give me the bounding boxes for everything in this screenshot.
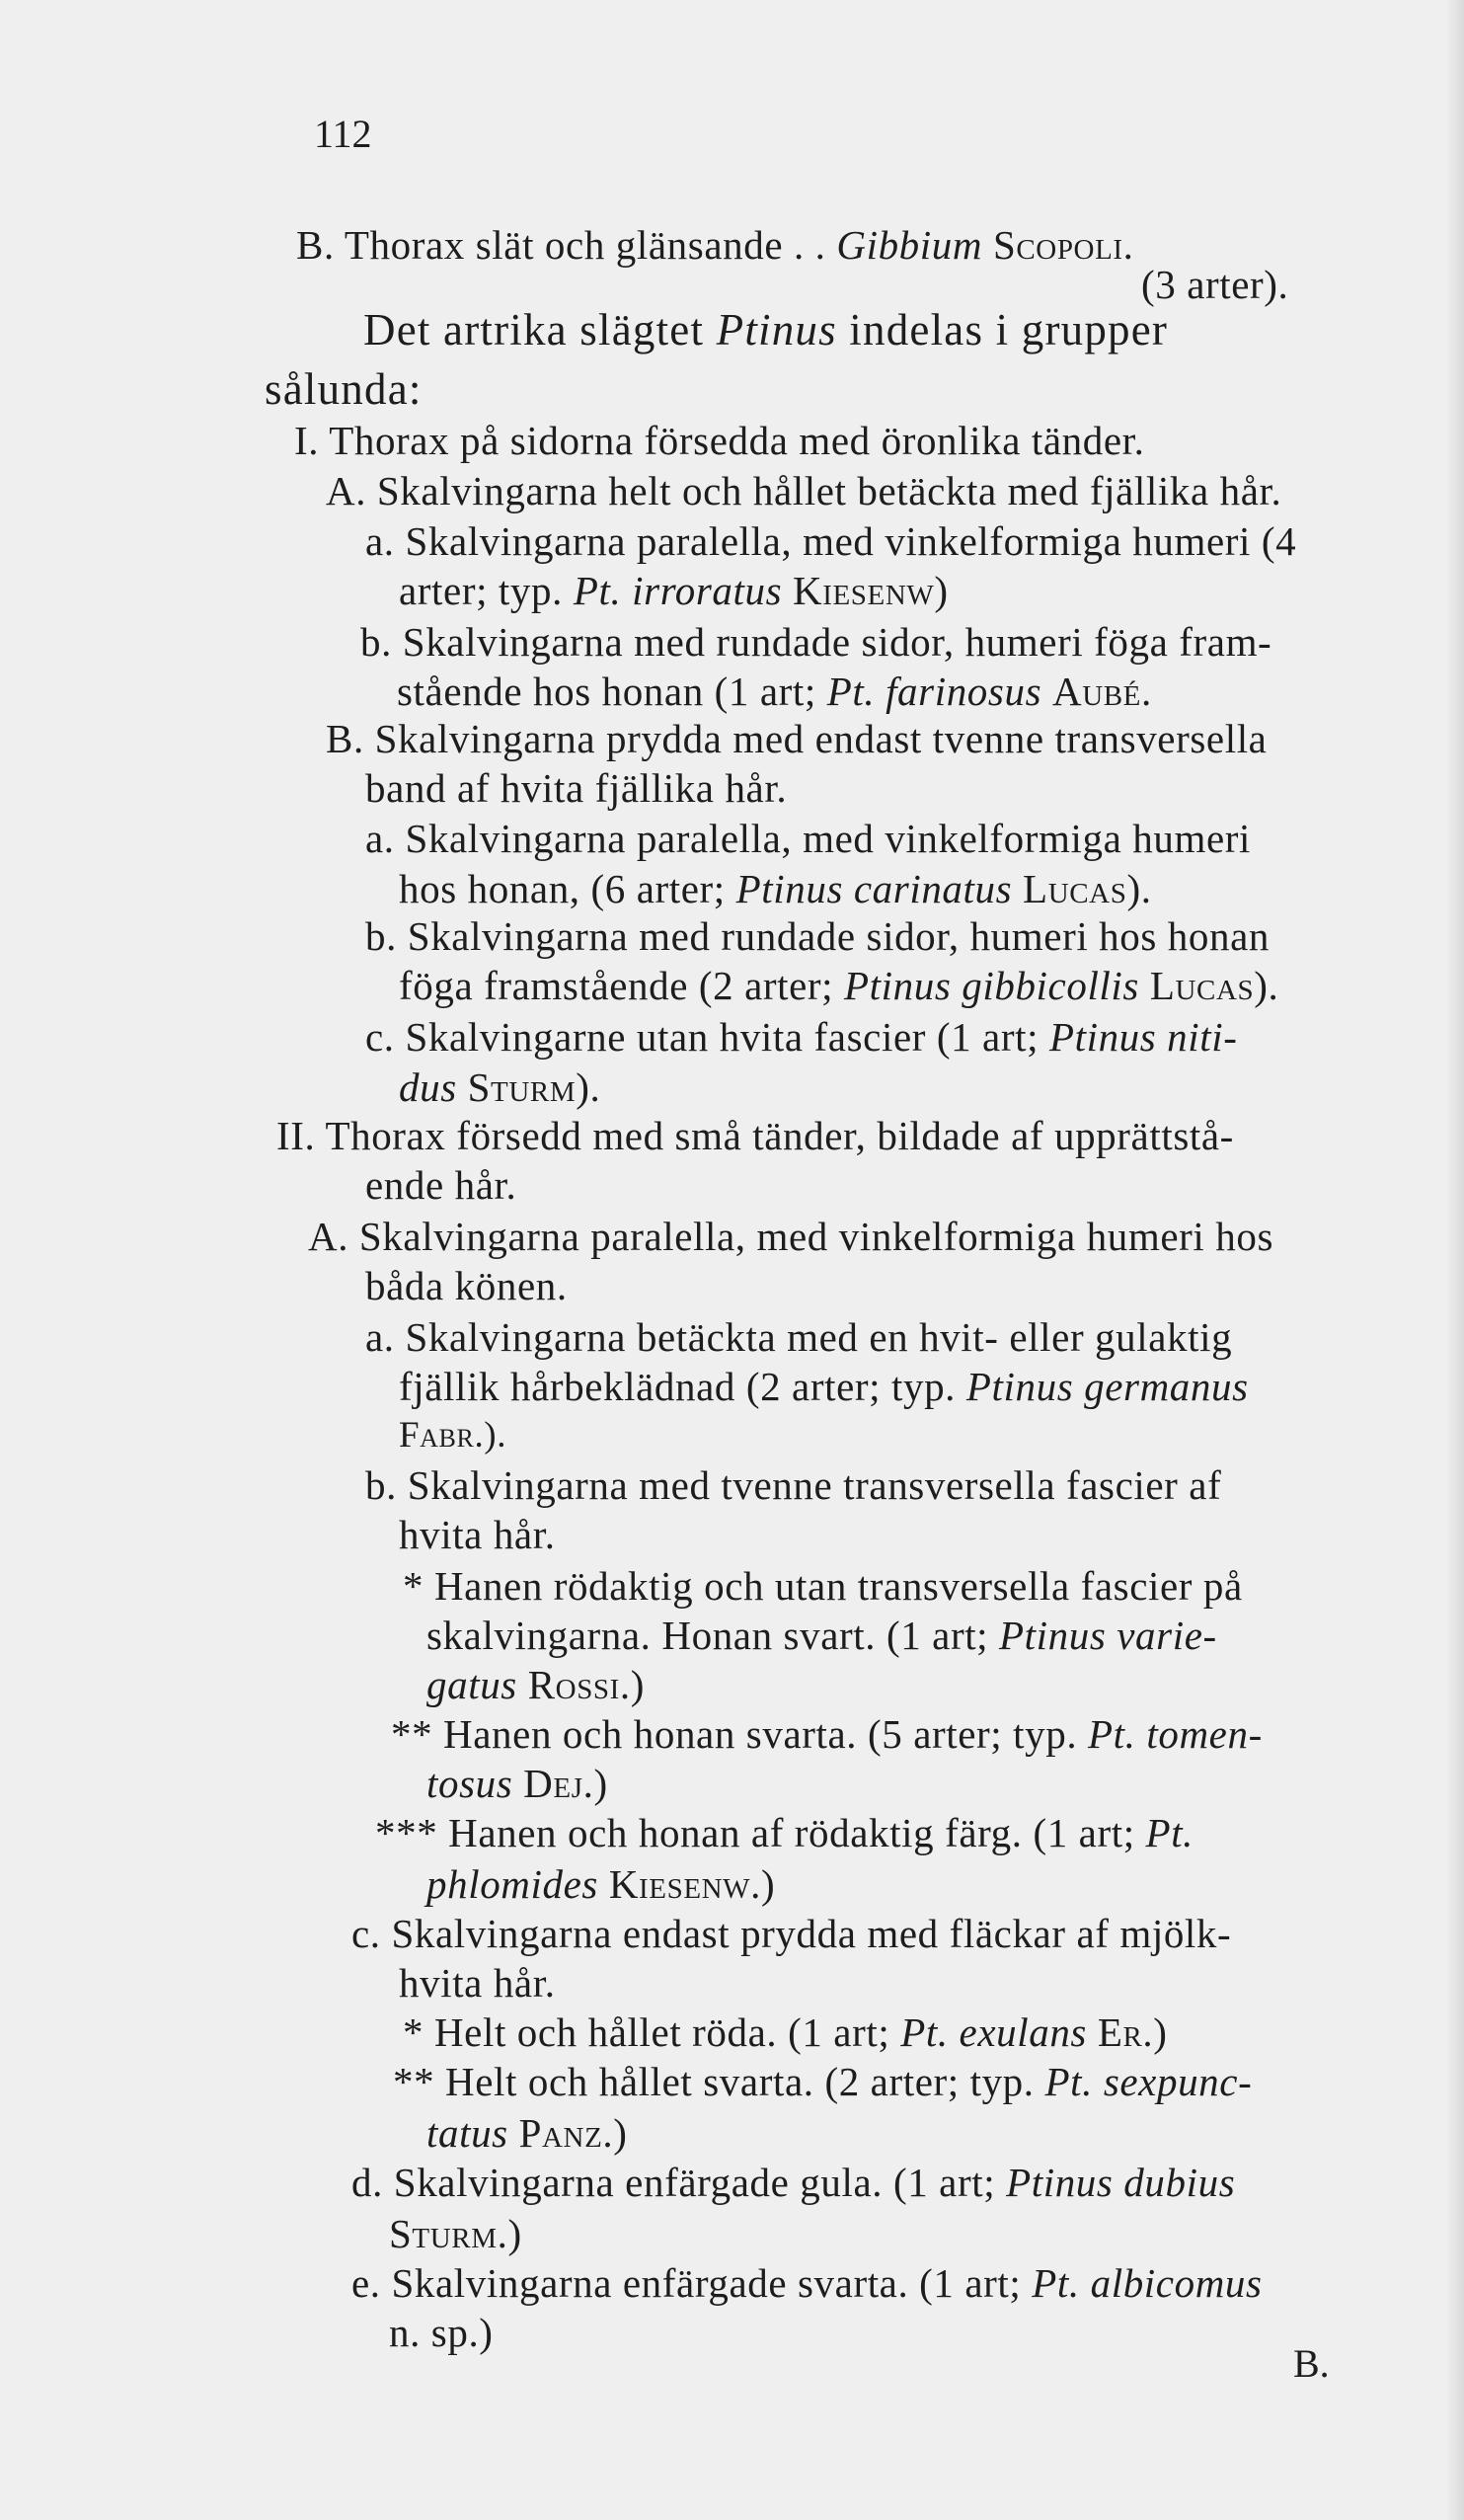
italic-taxon-name: Gibbium [836, 222, 983, 268]
italic-taxon-name: Ptinus carinatus [735, 866, 1013, 911]
italic-taxon-name: Pt. [1145, 1810, 1194, 1855]
text-run: B. Thorax slät och glänsande . . [296, 222, 837, 268]
text-run: a. Skalvingarna paralella, med vinkelformiga humeri (4 [365, 518, 1297, 564]
text-run: b. Skalvingarna med rundade sidor, humeri föga fram- [360, 619, 1272, 665]
author-name: Lucas [1023, 866, 1127, 911]
text-line [399, 1509, 636, 1560]
text-run: a. Skalvingarna betäckta med en hvit- eller gulaktig [365, 1314, 1233, 1360]
text-run: arter; typ. [399, 568, 574, 613]
author-name: Kiesenw [793, 568, 935, 613]
text-run: hvita hår. [399, 1960, 556, 2006]
text-line [360, 616, 1394, 668]
italic-taxon-name: tosus [426, 1761, 513, 1806]
text-line [399, 1957, 636, 2008]
text-line [399, 1361, 1392, 1412]
text-run [1041, 669, 1052, 714]
text-line [399, 960, 1396, 1011]
italic-taxon-name: Ptinus niti- [1048, 1014, 1238, 1060]
text-line [365, 762, 977, 814]
text-run: båda könen. [365, 1263, 568, 1308]
text-run: ) [934, 568, 949, 613]
text-run: A. Skalvingarna helt och hållet betäckta med fjällika hår. [326, 468, 1282, 513]
text-line [294, 415, 1283, 466]
text-run: ) [761, 1861, 776, 1907]
text-run [1012, 866, 1023, 911]
text-run: ) [630, 1662, 646, 1707]
text-line [399, 1410, 577, 1461]
text-line [365, 1260, 642, 1311]
text-line [351, 2257, 1392, 2309]
text-run: ). [576, 1064, 601, 1110]
text-run: * Hanen rödaktig och utan transversella fascier på [403, 1563, 1243, 1609]
italic-taxon-name: Pt. irroratus [573, 568, 783, 613]
text-run: ) [507, 2211, 522, 2256]
text-line [365, 813, 1392, 864]
text-line [365, 1159, 602, 1211]
text-line [351, 2157, 1392, 2208]
text-run: ende hår. [365, 1162, 517, 1208]
text-run: II. Thorax försedd med små tänder, bildade af upprättstå- [276, 1113, 1234, 1158]
italic-taxon-name: dus [399, 1064, 457, 1110]
text-line [375, 1807, 1392, 1858]
author-name: Scopoli. [992, 222, 1134, 268]
text-line [389, 2208, 626, 2259]
text-run: hvita hår. [399, 1512, 556, 1557]
author-name: Sturm [467, 1064, 577, 1110]
text-line [426, 1858, 802, 1910]
text-run: föga framstående (2 arter; [399, 963, 845, 1008]
text-run: ** Helt och hållet svarta. (2 arter; typ. [393, 2059, 1045, 2104]
italic-taxon-name: Ptinus [716, 305, 837, 354]
author-name: Rossi. [527, 1662, 631, 1707]
text-line [426, 2107, 663, 2159]
text-run: I. Thorax på sidorna försedda med öronlika tänder. [294, 418, 1145, 463]
text-run [517, 1662, 528, 1707]
author-name: Kiesenw. [608, 1861, 762, 1907]
text-line [365, 910, 1392, 962]
italic-taxon-name: tatus [426, 2110, 508, 2156]
author-name: Lucas [1149, 963, 1255, 1008]
text-line [426, 1758, 663, 1809]
text-run: (3 arter). [1141, 262, 1289, 307]
text-run: ** Hanen och honan svarta. (5 arter; typ. [391, 1711, 1089, 1757]
text-run [598, 1861, 609, 1907]
text-run: ). [1254, 963, 1279, 1008]
italic-taxon-name: Ptinus dubius [1006, 2160, 1236, 2205]
text-line [1141, 259, 1388, 310]
text-run [1087, 2009, 1098, 2055]
text-run [782, 568, 793, 613]
catchword: B. [1293, 2341, 1330, 2386]
text-run: hos honan, (6 arter; [399, 866, 736, 911]
text-run: a. Skalvingarna paralella, med vinkelformiga humeri [365, 816, 1251, 861]
text-line [365, 1459, 1392, 1511]
text-run: fjällik hårbeklädnad (2 arter; typ. [399, 1364, 966, 1409]
text-run: ). [484, 1415, 507, 1456]
text-line [426, 1659, 663, 1710]
text-run: * Helt och hållet röda. (1 art; [403, 2009, 901, 2055]
text-run: indelas i grupper [836, 305, 1169, 354]
text-run: d. Skalvingarna enfärgade gula. (1 art; [351, 2160, 1007, 2205]
text-line [399, 565, 1169, 616]
italic-taxon-name: Ptinus gibbicollis [844, 963, 1139, 1008]
text-run: Det artrika slägtet [363, 305, 717, 354]
text-run: B. Skalvingarna prydda med endast tvenne transversella [326, 716, 1268, 761]
text-line [308, 1211, 1392, 1262]
text-run: *** Hanen och honan af rödaktig färg. (1 art; [375, 1810, 1146, 1855]
text-run: ). [1126, 866, 1152, 911]
text-run: . [1141, 669, 1152, 714]
text-run: ) [593, 1761, 608, 1806]
text-run [508, 2110, 519, 2156]
text-run: ) [1153, 2009, 1168, 2055]
text-run: ) [613, 2110, 628, 2156]
text-run [512, 1761, 523, 1806]
text-line [403, 1560, 1392, 1612]
italic-taxon-name: Ptinus varie- [999, 1613, 1217, 1658]
author-name: Aubé [1051, 669, 1141, 714]
italic-taxon-name: Ptinus germanus [965, 1364, 1249, 1409]
page-edge-shadow [1446, 0, 1464, 2520]
text-line [399, 1062, 655, 1113]
page-number: 112 [314, 112, 372, 156]
text-line [365, 1311, 1392, 1363]
italic-taxon-name: Pt. sexpunc- [1044, 2059, 1253, 2104]
text-run: n. sp.) [389, 2310, 494, 2355]
text-line [403, 2007, 1333, 2058]
text-run [1139, 963, 1150, 1008]
text-run: b. Skalvingarna med rundade sidor, humeri hos honan [365, 913, 1270, 959]
italic-taxon-name: phlomides [426, 1861, 598, 1907]
text-line [399, 863, 1287, 914]
text-run: skalvingarna. Honan svart. (1 art; [426, 1613, 1000, 1658]
text-run: band af hvita fjällika hår. [365, 765, 788, 811]
text-run: sålunda: [265, 364, 423, 414]
italic-taxon-name: Pt. exulans [900, 2009, 1087, 2055]
text-line [351, 1908, 1392, 1959]
text-line [365, 1011, 1392, 1063]
text-run: e. Skalvingarna enfärgade svarta. (1 art; [351, 2260, 1033, 2306]
text-run: stående hos honan (1 art; [397, 669, 827, 714]
text-line [265, 363, 492, 415]
italic-taxon-name: Pt. tomen- [1088, 1711, 1263, 1757]
author-name: Fabr. [399, 1415, 485, 1456]
text-run [982, 222, 993, 268]
author-name: Sturm. [389, 2211, 508, 2256]
text-line [393, 2056, 1392, 2107]
text-line [397, 666, 1389, 717]
text-line [326, 465, 1392, 516]
text-run [457, 1064, 468, 1110]
author-name: Dej. [523, 1761, 594, 1806]
text-line [426, 1610, 1392, 1661]
text-line [276, 1110, 1392, 1161]
text-run: b. Skalvingarna med tvenne transversella fascier af [365, 1462, 1222, 1508]
author-name: Er. [1097, 2009, 1154, 2055]
text-line [365, 515, 1392, 567]
text-line [389, 2307, 586, 2358]
italic-taxon-name: gatus [426, 1662, 517, 1707]
italic-taxon-name: Pt. albicomus [1032, 2260, 1263, 2306]
text-line [391, 1708, 1392, 1760]
text-run: c. Skalvingarne utan hvita fascier (1 art; [365, 1014, 1049, 1060]
text-line [363, 304, 1391, 355]
text-run: c. Skalvingarna endast prydda med fläckar af mjölk- [351, 1911, 1232, 1956]
author-name: Panz. [518, 2110, 614, 2156]
text-run: A. Skalvingarna paralella, med vinkelformiga humeri hos [308, 1214, 1274, 1259]
italic-taxon-name: Pt. farinosus [826, 669, 1042, 714]
text-line [326, 713, 1392, 764]
